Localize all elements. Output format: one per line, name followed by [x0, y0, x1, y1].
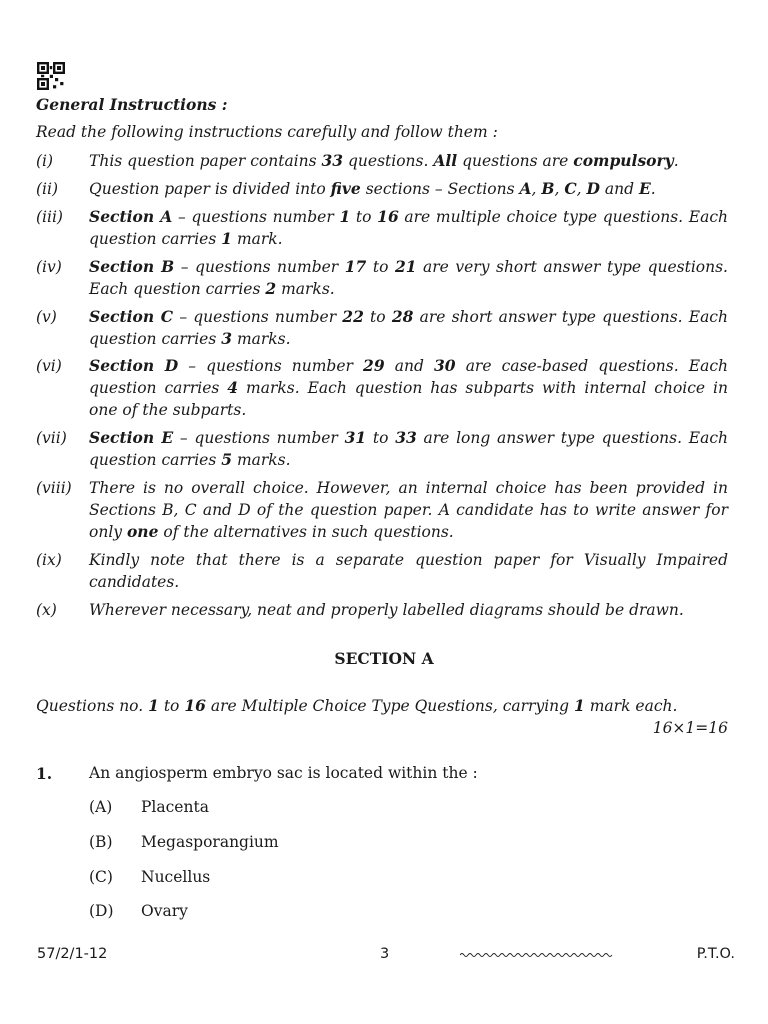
- bold-text: 29: [363, 356, 385, 375]
- text-run: – questions number: [173, 429, 345, 447]
- bold-text: 4: [227, 378, 239, 397]
- bold-text: 1: [148, 696, 159, 715]
- text-run: questions are: [457, 152, 574, 170]
- instruction-text: [89, 477, 728, 543]
- instruction-text: [89, 549, 728, 593]
- wavy-line-decoration: [460, 952, 614, 958]
- bold-text: B: [541, 179, 555, 198]
- bold-text: C: [564, 179, 577, 198]
- section-a-heading: SECTION A: [334, 649, 434, 668]
- section-a-marks: 16×1=16: [652, 719, 728, 737]
- instruction-item: [36, 599, 728, 621]
- instruction-number: (i): [36, 152, 54, 170]
- text-run: mark each.: [584, 697, 678, 715]
- instruction-text: [89, 206, 728, 250]
- text-run: mark.: [232, 230, 283, 248]
- bold-text: Section E: [89, 428, 174, 447]
- text-run: of the alternatives in such questions.: [158, 523, 454, 541]
- instruction-item: [36, 355, 728, 421]
- bold-text: five: [330, 179, 361, 198]
- general-instructions-title: General Instructions :: [36, 95, 228, 114]
- option-a-text: Placenta: [141, 798, 209, 816]
- instruction-number: (vi): [36, 357, 62, 375]
- bold-text: 3: [221, 329, 233, 348]
- instruction-number: (ix): [36, 551, 62, 569]
- instruction-number: (ii): [36, 180, 59, 198]
- text-run: ,: [576, 180, 587, 198]
- general-instructions-intro: Read the following instructions carefully and follow them :: [36, 123, 498, 141]
- text-run: are short answer type questions. Each question carries: [89, 308, 728, 348]
- text-run: Questions no.: [36, 697, 149, 715]
- bold-text: 31: [344, 428, 367, 447]
- instruction-item: [36, 306, 728, 350]
- text-run: Question paper is divided into: [89, 180, 331, 198]
- bold-text: 22: [342, 307, 364, 326]
- option-c-label: (C): [89, 868, 113, 886]
- text-run: .: [673, 152, 679, 170]
- option-d-text: Ovary: [141, 902, 188, 920]
- text-run: marks.: [232, 451, 291, 469]
- text-run: are case-based questions. Each question carries: [89, 357, 728, 397]
- text-run: – questions number: [173, 308, 343, 326]
- bold-text: D: [586, 179, 600, 198]
- bold-text: All: [433, 151, 458, 170]
- option-b-label: (B): [89, 833, 113, 851]
- instruction-text: [89, 150, 728, 172]
- text-run: are long answer type questions. Each question carries: [89, 429, 728, 469]
- instruction-number: (vii): [36, 429, 67, 447]
- text-run: to: [366, 429, 396, 447]
- instruction-text: [89, 427, 728, 471]
- text-run: ,: [531, 180, 542, 198]
- text-run: are very short answer type questions. Each question carries: [89, 258, 728, 298]
- text-run: marks. Each question has subparts with internal choice in one of the subparts.: [89, 379, 728, 419]
- bold-text: 16: [377, 207, 399, 226]
- text-run: marks.: [232, 330, 291, 348]
- bold-text: 16: [184, 696, 206, 715]
- instruction-text: [89, 355, 728, 421]
- qr-code-icon: [37, 62, 65, 90]
- text-run: and: [384, 357, 434, 375]
- section-a-intro: [36, 694, 728, 718]
- instruction-item: [36, 178, 728, 200]
- question-1-number: 1.: [36, 764, 53, 783]
- text-run: This question paper contains: [89, 152, 322, 170]
- text-run: marks.: [276, 280, 335, 298]
- text-run: Wherever necessary, neat and properly labelled diagrams should be drawn.: [89, 601, 684, 619]
- text-run: There is no overall choice. However, an internal choice has been provided in Sections B, C and D of the question paper. A candidate has to write answer for only: [89, 479, 728, 541]
- bold-text: Section C: [89, 307, 174, 326]
- text-run: ,: [554, 180, 565, 198]
- instruction-text: [89, 256, 728, 300]
- text-run: Kindly note that there is a separate question paper for Visually Impaired candidates.: [89, 551, 728, 591]
- text-run: – questions number: [174, 258, 345, 276]
- instruction-number: (x): [36, 601, 57, 619]
- option-b-text: Megasporangium: [141, 833, 279, 851]
- instruction-number: (iii): [36, 208, 63, 226]
- bold-text: 2: [265, 279, 277, 298]
- bold-text: E: [638, 179, 651, 198]
- page-number: 3: [380, 946, 390, 962]
- option-c-text: Nucellus: [141, 868, 211, 886]
- instruction-number: (v): [36, 308, 57, 326]
- bold-text: 33: [321, 151, 344, 170]
- instruction-number: (viii): [36, 479, 72, 497]
- bold-text: 1: [574, 696, 585, 715]
- bold-text: compulsory: [573, 151, 674, 170]
- text-run: are multiple choice type questions. Each question carries: [89, 208, 729, 248]
- bold-text: 21: [394, 257, 417, 276]
- text-run: sections – Sections: [360, 180, 520, 198]
- instruction-item: [36, 477, 728, 543]
- text-run: to: [158, 697, 185, 715]
- bold-text: 1: [339, 207, 351, 226]
- bold-text: Section D: [89, 356, 179, 375]
- option-d-label: (D): [89, 902, 114, 920]
- instruction-number: (iv): [36, 258, 62, 276]
- instruction-item: [36, 427, 728, 471]
- bold-text: Section A: [89, 207, 173, 226]
- option-a-label: (A): [89, 798, 113, 816]
- bold-text: A: [519, 179, 532, 198]
- instruction-text: [89, 306, 728, 350]
- bold-text: 1: [221, 229, 233, 248]
- text-run: to: [366, 258, 395, 276]
- instruction-item: [36, 150, 728, 172]
- instruction-item: [36, 256, 728, 300]
- instruction-item: [36, 206, 728, 250]
- bold-text: 28: [391, 307, 414, 326]
- text-run: – questions number: [178, 357, 364, 375]
- bold-text: 30: [434, 356, 456, 375]
- text-run: and: [599, 180, 639, 198]
- bold-text: 17: [344, 257, 367, 276]
- bold-text: Section B: [89, 257, 175, 276]
- text-run: are Multiple Choice Type Questions, carrying: [205, 697, 575, 715]
- text-run: to: [350, 208, 378, 226]
- pto-label: P.T.O.: [696, 946, 735, 962]
- bold-text: one: [126, 522, 159, 541]
- question-1-text: An angiosperm embryo sac is located within the :: [89, 764, 478, 782]
- bold-text: 5: [221, 450, 233, 469]
- bold-text: 33: [395, 428, 417, 447]
- instruction-text: [89, 599, 728, 621]
- instruction-item: [36, 549, 728, 593]
- text-run: questions.: [343, 152, 434, 170]
- text-run: to: [363, 308, 392, 326]
- paper-code: 57/2/1-12: [37, 946, 108, 962]
- text-run: – questions number: [172, 208, 340, 226]
- text-run: .: [650, 180, 656, 198]
- instruction-text: [89, 178, 728, 200]
